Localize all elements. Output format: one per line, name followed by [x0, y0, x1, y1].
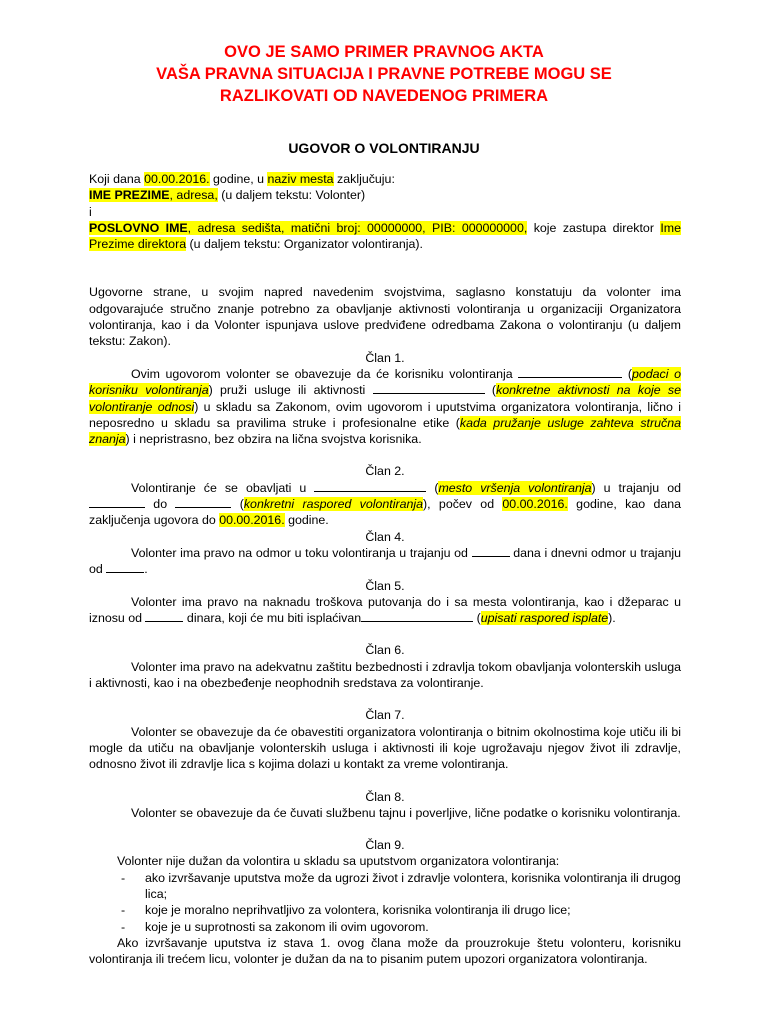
blank-field — [314, 480, 426, 492]
list-item: - koje je u suprotnosti sa zakonom ili ovim ugovorom. — [145, 919, 681, 935]
volunteer-party-line: IME PREZIME, adresa, (u daljem tekstu: Volonter) — [89, 188, 366, 203]
place-placeholder: naziv mesta — [267, 172, 334, 186]
warning-header — [0, 41, 768, 107]
list-item: - ako izvršavanje uputstva može da ugrozi život i zdravlje volontera, korisnika volontiranja ili drugog lica; — [145, 870, 681, 903]
recipient-placeholder: podaci o korisniku volontiranja — [89, 366, 681, 398]
blank-field — [361, 610, 473, 622]
blank-field — [175, 496, 231, 508]
clan-9-heading: Član 9. — [365, 838, 405, 853]
clan-2-heading: Član 2. — [365, 464, 405, 479]
blank-field — [89, 496, 145, 508]
schedule-placeholder: konkretni raspored volontiranja — [243, 497, 424, 512]
activities-placeholder: konkretne aktivnosti na koje se volontiranje odnosi — [89, 383, 682, 414]
clan-9-intro: Volonter nije dužan da volontira u skladu sa uputstvom organizatora volontiranja: — [117, 854, 560, 869]
clan-1-heading: Član 1. — [365, 350, 405, 365]
clan-5-heading: Član 5. — [365, 578, 405, 593]
clan-7-text: Volonter se obavezuje da će obavestiti organizatora volontiranja o bitnim okolnostima koje utiču ili bi mogle da utiču na obavljanje volonterskih usluga i aktivnosti ili koje ugrožavaju njegov život ili zdravlje, odnosno život ili zdravlje lica s kojima dolazi u kontakt za vreme volontiranja. — [89, 724, 681, 772]
warning-line-2: VAŠA PRAVNA SITUACIJA I PRAVNE POTREBE MOGU SE — [156, 65, 612, 83]
organizer-party-line: POSLOVNO IME, adresa sedišta, matični broj: 00000000, PIB: 000000000, koje zastupa direktor Ime Prezime direktora (u daljem tekstu: Organizator volontiranja). — [89, 220, 681, 252]
end-date-placeholder: 00.00.2016. — [219, 513, 285, 528]
clan-7-heading: Član 7. — [365, 708, 405, 723]
blank-field — [145, 610, 183, 622]
document-title: UGOVOR O VOLONTIRANJU — [288, 140, 480, 156]
clan-8-text: Volonter se obavezuje da će čuvati službenu tajnu i poverljive, lične podatke o korisniku volontiranja. — [131, 805, 681, 820]
blank-field — [472, 545, 510, 557]
director-name-placeholder: Ime Prezime direktora — [89, 220, 681, 252]
clan-4-heading: Član 4. — [365, 529, 405, 544]
volunteer-address-placeholder: , adresa, — [169, 188, 218, 203]
location-placeholder: mesto vršenja volontiranja — [438, 480, 592, 495]
clan-4-text: Volonter ima pravo na odmor u toku volontiranja u trajanju od dana i dnevni odmor u trajanju od . — [89, 545, 681, 577]
volunteer-name-placeholder: IME PREZIME — [89, 188, 170, 203]
clan-9-closing: Ako izvršavanje uputstva iz stava 1. ovog člana može da prouzrokuje štetu volonteru, korisniku volontiranja ili trećem licu, volonter je dužan da na to pisanim putem upozori organizatora volontiranja. — [89, 935, 681, 967]
clan-8-heading: Član 8. — [365, 789, 405, 804]
conjunction-line: i — [89, 204, 92, 219]
date-placeholder: 00.00.2016. — [144, 172, 210, 186]
document-body — [89, 171, 681, 967]
clan-1-text: Ovim ugovorom volonter se obavezuje da će korisniku volontiranja (podaci o korisniku volontiranja) pruži usluge ili aktivnosti (konkretne aktivnosti na koje se volontiranje odnosi) u skladu sa Zakonom, ovim ugovorom i uputstvima organizatora volontiranja, lično i neposredno u skladu sa pravilima struke i profesionalne etike (kada pružanje usluge zahteva stručna znanja) i nepristrasno, bez obzira na lična svojstva korisnika. — [89, 366, 682, 447]
clan-9-list — [89, 870, 681, 935]
start-date-placeholder: 00.00.2016. — [502, 497, 568, 512]
clan-6-text: Volonter ima pravo na adekvatnu zaštitu bezbednosti i zdravlja tokom obavljanja volonterskih usluga i aktivnosti, kao i na obezbeđenje neophodnih sredstava za volontiranje. — [89, 659, 681, 691]
blank-field — [106, 561, 144, 573]
business-details-placeholder: , adresa sedišta, matični broj: 00000000, PIB: 000000000, — [187, 220, 528, 235]
warning-line-1: OVO JE SAMO PRIMER PRAVNOG AKTA — [224, 43, 544, 61]
expertise-placeholder: kada pružanje usluge zahteva stručna znanja — [89, 415, 681, 447]
blank-field — [518, 366, 622, 378]
warning-line-3: RAZLIKOVATI OD NAVEDENOG PRIMERA — [219, 87, 549, 105]
blank-field — [373, 382, 485, 394]
intro-date-line: Koji dana 00.00.2016. godine, u naziv mesta zaključuju: — [89, 172, 395, 186]
payment-schedule-placeholder: upisati raspored isplate — [480, 611, 609, 626]
list-item: - koje je moralno neprihvatljivo za volontera, korisnika volontiranja ili drugo lice; — [145, 902, 681, 918]
clan-5-text: Volonter ima pravo na naknadu troškova putovanja do i sa mesta volontiranja, kao i džeparac u iznosu od dinara, koji će mu biti isplaćivan (upisati raspored isplate). — [89, 594, 681, 626]
clan-2-text: Volontiranje će se obavljati u (mesto vršenja volontiranja) u trajanju od do (konkretni raspored volontiranja), počev od 00.00.2016. godine, kao dana zaključenja ugovora do 00.00.2016. godine. — [89, 480, 682, 528]
clan-6-heading: Član 6. — [365, 643, 405, 658]
business-name-placeholder: POSLOVNO IME — [89, 220, 188, 235]
preamble-paragraph: Ugovorne strane, u svojim napred navedenim svojstvima, saglasno konstatuju da volonter ima odgovarajuće stručno znanje potrebno za obavljanje aktivnosti volontiranja u organizaciji Organizatora volontiranja, kao i da Volonter ispunjava uslove predviđene odredbama Zakona o volontiranju (u daljem tekstu: Zakon). — [89, 285, 681, 349]
